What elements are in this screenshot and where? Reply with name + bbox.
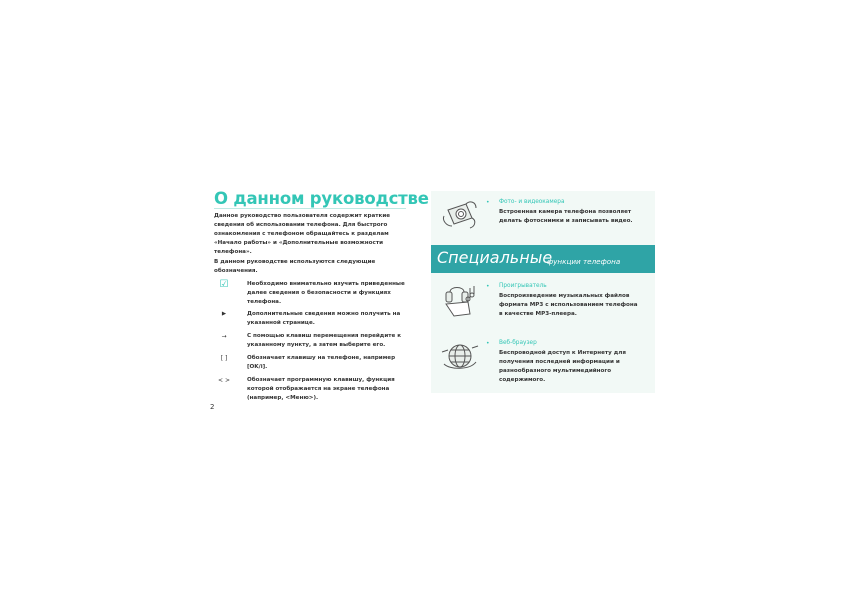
page-title: О данном руководстве: [214, 189, 429, 208]
symbol-description: С помощью клавиш перемещения перейдите к указанному пункту, а затем выберите его.: [247, 333, 402, 348]
conventions-intro: В данном руководстве используются следующие обозначения.: [214, 259, 376, 274]
feature-description: Беспроводной доступ к Интернету для получения последней информации и разнообразного мультимедийного содержимого.: [499, 350, 626, 383]
globe-icon: [440, 340, 480, 374]
arrow-right-icon: →: [221, 333, 227, 340]
symbol-row-navigate: [214, 332, 406, 352]
symbol-row-note: [214, 279, 406, 305]
music-player-icon: [440, 282, 480, 318]
feature-name: Фото- и видеокамера: [499, 199, 565, 205]
banner-title: Специальные: [437, 248, 553, 267]
symbol-description: Обозначает клавишу на телефоне, например [OK/i].: [247, 355, 396, 370]
page-number: 2: [210, 403, 215, 411]
brackets-symbol: [ ]: [220, 355, 228, 362]
symbol-row-softkey: [214, 376, 406, 401]
feature-description: Встроенная камера телефона позволяет делать фотоснимки и записывать видео.: [499, 209, 633, 224]
symbol-row-reference: [214, 310, 406, 330]
triangle-right-icon: ▶: [221, 311, 227, 317]
title-divider: [214, 208, 406, 209]
feature-name: Проигрыватель: [499, 283, 547, 289]
check-box-icon: ☑: [219, 279, 229, 290]
symbol-description: Дополнительные сведения можно получить на указанной странице.: [247, 311, 401, 326]
bullet: •: [486, 199, 490, 206]
bullet: •: [486, 283, 490, 290]
symbol-description: Необходимо внимательно изучить приведенные далее сведения о безопасности и функциях телефона.: [247, 281, 405, 305]
feature-description: Воспроизведение музыкальных файлов формата MP3 с использованием телефона в качестве MP3-плеера.: [499, 293, 638, 317]
intro-paragraph: Данное руководство пользователя содержит краткие сведения об использовании телефона. Для быстрого ознакомления с телефоном обращайтесь к разделам «Начало работы» и «Дополнительные возможности телефона».: [214, 213, 391, 255]
camera-icon: [440, 196, 480, 232]
angle-brackets-symbol: < >: [218, 377, 230, 384]
symbol-description: Обозначает программную клавишу, функция которой отображается на экране телефона (например, <Меню>).: [247, 377, 395, 401]
banner-subtitle: функции телефона: [547, 257, 621, 266]
feature-name: Веб-браузер: [499, 340, 537, 346]
bullet: •: [486, 340, 490, 347]
symbol-row-key: [214, 354, 406, 374]
